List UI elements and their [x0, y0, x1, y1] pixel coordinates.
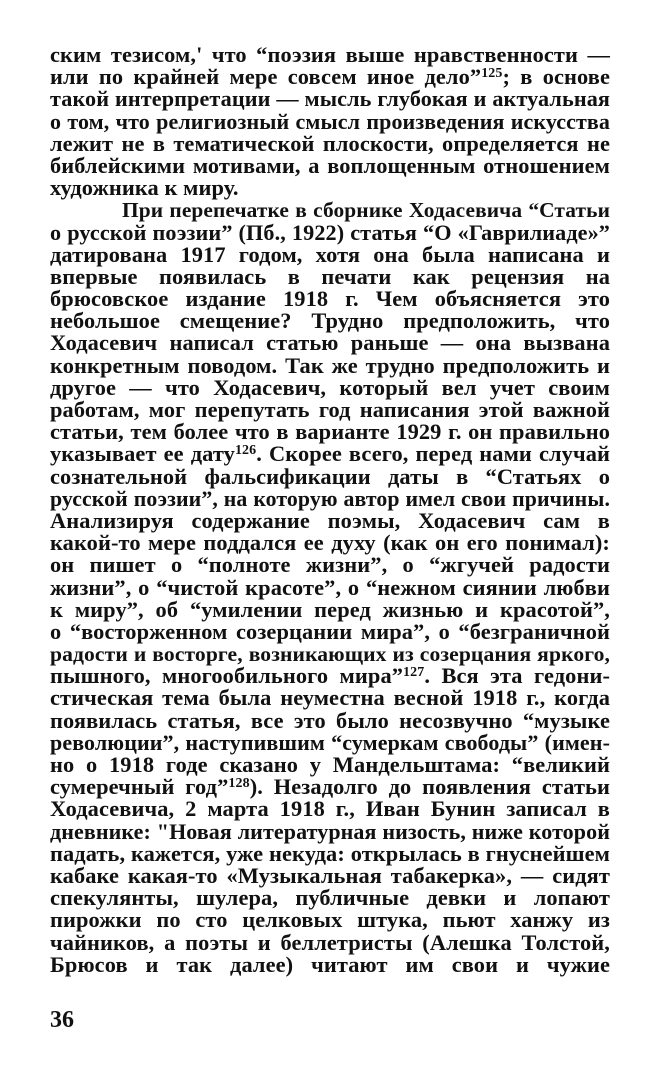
- text-line-42: Брюсов и так далее) читают им свои и чужие: [50, 951, 610, 977]
- text-line-20: сознательной фальсификации даты в “Статьях о: [50, 463, 610, 489]
- footnote-ref-126: 126: [234, 443, 257, 459]
- text-segment: пышного, многообильного мира”: [50, 663, 404, 689]
- text-line-38: кабаке какая-то «Музыкальная табакерка», — сидят: [50, 862, 610, 888]
- text-line-10: датирована 1917 годом, хотя она была написана и: [50, 241, 610, 267]
- text-line-36: дневнике: "Новая литературная низость, ниже которой: [50, 818, 610, 844]
- text-line-12: брюсовское издание 1918 г. Чем объясняется это: [50, 286, 610, 312]
- text-segment: сумеречный год”: [50, 774, 229, 800]
- text-line-16: другое — что Ходасевич, который вел учет своим: [50, 374, 610, 400]
- text-line-26: к миру”, об “умилении перед жизнью и красотой”,: [50, 596, 610, 622]
- text-line-4: о том, что религиозный смысл произведения искусства: [50, 108, 610, 134]
- text-line-41: чайников, а поэты и беллетристы (Алешка Толстой,: [50, 929, 610, 955]
- text-line-28: радости и восторге, возникающих из созерцания яркого,: [50, 642, 610, 667]
- text-line-19: [50, 443, 610, 465]
- text-line-30: стическая тема была неуместна весной 1918 г., когда: [50, 685, 610, 711]
- text-line-34: [50, 776, 610, 798]
- text-line-25: жизни”, о “чистой красоте”, о “нежном сиянии любви: [50, 574, 610, 600]
- footnote-ref-128: 128: [228, 776, 250, 792]
- text-segment: . Скорее всего, перед нами случай: [256, 441, 610, 467]
- text-line-29: [50, 665, 610, 687]
- text-line-3: такой интерпретации — мысль глубокая и актуальная: [50, 86, 610, 112]
- text-line-5: лежит не в тематической плоскости, определяется не: [50, 130, 610, 156]
- text-line-1: ским тезисом,' что “поэзия выше нравственности —: [50, 42, 610, 67]
- footnote-ref-127: 127: [403, 665, 425, 681]
- text-segment: ). Незадолго до появления статьи: [249, 774, 610, 800]
- text-segment: или по крайней мере совсем иное дело”: [50, 64, 482, 90]
- text-line-40: пирожки по сто целковых штука, пьют ханжу из: [50, 907, 610, 933]
- text-line-17: работам, мог перепутать год написания этой важной: [50, 397, 610, 422]
- text-line-39: спекулянты, шулера, публичные девки и лопают: [50, 885, 610, 911]
- text-line-32: революции”, наступившим “сумеркам свободы” (имен-: [50, 729, 610, 755]
- text-line-23: какой-то мере поддался ее духу (как он его понимал):: [50, 530, 610, 556]
- text-line-27: о “восторженном созерцании мира”, о “безграничной: [50, 618, 610, 644]
- text-line-11: впервые появилась в печати как рецензия на: [50, 263, 610, 289]
- text-line-6: библейскими мотивами, а воплощенным отношением: [50, 152, 610, 178]
- text-line-21: русской поэзии”, на которую автор имел свои причины.: [50, 486, 610, 511]
- text-line-37: падать, кажется, уже некуда: открылась в гнуснейшем: [50, 840, 610, 866]
- text-line-22: Анализируя содержание поэмы, Ходасевич сам в: [50, 507, 610, 533]
- text-line-15: конкретным поводом. Так же трудно предположить и: [50, 352, 610, 378]
- text-line-33: но о 1918 годе сказано у Мандельштама: “великий: [50, 752, 610, 777]
- text-column: [50, 44, 610, 976]
- text-segment: указывает ее дату: [50, 441, 235, 467]
- text-line-18: статьи, тем более что в варианте 1929 г. он правильно: [50, 419, 610, 445]
- text-line-7: художника к миру.: [50, 175, 239, 201]
- footnote-ref-125: 125: [481, 66, 503, 82]
- text-line-14: Ходасевич написал статью раньше — она вызвана: [50, 330, 610, 356]
- page-number: 36: [50, 1007, 74, 1033]
- text-line-9: о русской поэзии” (Пб., 1922) статья “О «Гаврилиаде»”: [50, 219, 610, 245]
- text-line-24: он пишет о “полноте жизни”, о “жгучей радости: [50, 552, 610, 578]
- text-line-31: появилась статья, все это было несозвучно “музыке: [50, 707, 610, 733]
- text-segment: ; в основе: [502, 64, 610, 90]
- text-line-8: При перепечатке в сборнике Ходасевича “Статьи: [122, 198, 610, 223]
- text-line-2: [50, 66, 610, 88]
- text-line-13: небольшое смещение? Трудно предположить, что: [50, 308, 610, 334]
- text-line-35: Ходасевича, 2 марта 1918 г., Иван Бунин записал в: [50, 796, 610, 822]
- text-segment: . Вся эта гедони-: [424, 663, 611, 689]
